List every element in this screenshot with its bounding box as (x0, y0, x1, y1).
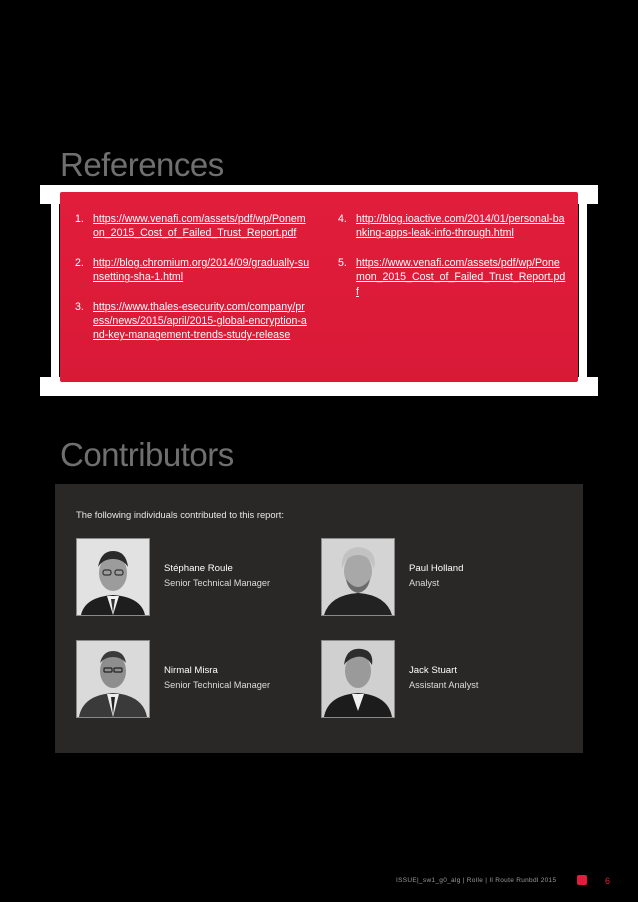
footer-text: ISSUE|_sw1_g0_alg | Rolle | Il Route Runbdl 2015 (396, 877, 557, 884)
contributor-role: Senior Technical Manager (164, 680, 271, 690)
portrait-icon (322, 539, 394, 615)
reference-number: 4. (338, 213, 347, 225)
avatar (321, 640, 395, 718)
contributor-role: Analyst (409, 578, 440, 588)
contributor-role: Assistant Analyst (409, 680, 479, 690)
reference-link[interactable]: https://www.venafi.com/assets/pdf/wp/Ponemon_2015_Cost_of_Failed_Trust_Report.pdf (356, 256, 566, 298)
references-title: References (60, 146, 224, 183)
contributor-name: Jack Stuart (409, 665, 457, 676)
contributors-box (55, 484, 583, 753)
references-list-right (338, 212, 568, 314)
contributor-name: Nirmal Misra (164, 665, 218, 676)
reference-link[interactable]: https://www.thales-esecurity.com/company/press/news/2015/april/2015-global-encryption-and-key-management-trends-study-release (93, 300, 307, 342)
avatar (76, 538, 150, 616)
reference-link[interactable]: http://blog.ioactive.com/2014/01/personal-banking-apps-leak-info-through.html (356, 213, 565, 240)
contributor-name: Paul Holland (409, 563, 464, 574)
reference-number: 3. (75, 300, 84, 313)
references-box (60, 192, 578, 382)
reference-item (75, 256, 310, 285)
reference-number: 5. (338, 256, 347, 269)
reference-link[interactable]: https://www.venafi.com/assets/pdf/wp/Ponemon_2015_Cost_of_Failed_Trust_Report.pdf (93, 213, 306, 240)
contributor-name: Stéphane Roule (164, 563, 233, 574)
brand-logo-icon (577, 875, 587, 885)
avatar (321, 538, 395, 616)
avatar (76, 640, 150, 718)
contributor-role: Senior Technical Manager (164, 578, 271, 588)
portrait-icon (77, 539, 149, 615)
reference-link[interactable]: http://blog.chromium.org/2014/09/gradually-sunsetting-sha-1.html (93, 256, 310, 284)
reference-number: 2. (75, 256, 84, 269)
portrait-icon (322, 641, 394, 717)
reference-number: 1. (75, 213, 84, 225)
page-number: 6 (605, 876, 611, 886)
reference-item (75, 212, 310, 241)
reference-item (338, 256, 568, 299)
contributors-title: Contributors (60, 436, 234, 473)
reference-item (338, 212, 568, 241)
reference-item (75, 300, 310, 343)
portrait-icon (77, 641, 149, 717)
contributors-intro: The following individuals contributed to this report: (76, 509, 284, 520)
references-list-left (75, 212, 310, 358)
